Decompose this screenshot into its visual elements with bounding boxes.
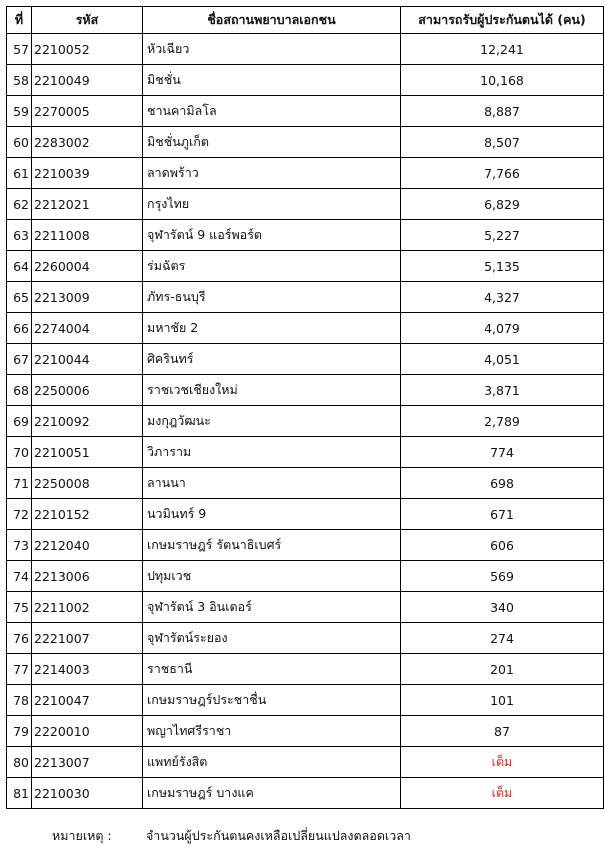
capacity-cell: 12,241 bbox=[401, 34, 604, 65]
header-code: รหัส bbox=[32, 7, 143, 34]
capacity-cell: 5,227 bbox=[401, 220, 604, 251]
hospital-code-cell: 2250008 bbox=[32, 468, 143, 499]
table-row bbox=[7, 65, 604, 96]
table-row bbox=[7, 251, 604, 282]
table-row bbox=[7, 468, 604, 499]
table-row bbox=[7, 561, 604, 592]
hospital-name-cell: ราชเวชเชียงใหม่ bbox=[143, 375, 401, 406]
hospital-name-cell: ภัทร-ธนบุรี bbox=[143, 282, 401, 313]
table-row bbox=[7, 778, 604, 809]
hospital-code-cell: 2210052 bbox=[32, 34, 143, 65]
table-row bbox=[7, 127, 604, 158]
table-row bbox=[7, 530, 604, 561]
hospital-name-cell: ปทุมเวช bbox=[143, 561, 401, 592]
hospital-code-cell: 2220010 bbox=[32, 716, 143, 747]
capacity-cell: เต็ม bbox=[401, 778, 604, 809]
hospital-name-cell: วิภาราม bbox=[143, 437, 401, 468]
hospital-name-cell: ลานนา bbox=[143, 468, 401, 499]
table-row bbox=[7, 313, 604, 344]
row-number-cell: 77 bbox=[7, 654, 32, 685]
capacity-cell: 4,327 bbox=[401, 282, 604, 313]
capacity-cell: 774 bbox=[401, 437, 604, 468]
footnote-text: จำนวนผู้ประกันตนคงเหลือเปลี่ยนแปลงตลอดเวลา bbox=[145, 828, 411, 843]
hospital-name-cell: มิชชั่น bbox=[143, 65, 401, 96]
hospital-code-cell: 2210030 bbox=[32, 778, 143, 809]
hospital-name-cell: กรุงไทย bbox=[143, 189, 401, 220]
row-number-cell: 81 bbox=[7, 778, 32, 809]
row-number-cell: 73 bbox=[7, 530, 32, 561]
hospital-name-cell: ราชธานี bbox=[143, 654, 401, 685]
hospital-name-cell: ชานคามิลโล bbox=[143, 96, 401, 127]
hospital-code-cell: 2210051 bbox=[32, 437, 143, 468]
capacity-cell: 274 bbox=[401, 623, 604, 654]
hospital-name-cell: ร่มฉัตร bbox=[143, 251, 401, 282]
hospital-code-cell: 2274004 bbox=[32, 313, 143, 344]
table-row bbox=[7, 654, 604, 685]
row-number-cell: 74 bbox=[7, 561, 32, 592]
row-number-cell: 78 bbox=[7, 685, 32, 716]
table-row bbox=[7, 34, 604, 65]
header-hospital-name: ชื่อสถานพยาบาลเอกชน bbox=[143, 7, 401, 34]
hospital-name-cell: เกษมราษฎร์ บางแค bbox=[143, 778, 401, 809]
row-number-cell: 68 bbox=[7, 375, 32, 406]
capacity-cell: 87 bbox=[401, 716, 604, 747]
capacity-cell: 4,051 bbox=[401, 344, 604, 375]
row-number-cell: 62 bbox=[7, 189, 32, 220]
table-row bbox=[7, 437, 604, 468]
hospital-name-cell: เกษมราษฎร์ประชาชื่น bbox=[143, 685, 401, 716]
hospital-code-cell: 2283002 bbox=[32, 127, 143, 158]
row-number-cell: 60 bbox=[7, 127, 32, 158]
table-row bbox=[7, 499, 604, 530]
hospital-code-cell: 2210049 bbox=[32, 65, 143, 96]
capacity-cell: 606 bbox=[401, 530, 604, 561]
table-row bbox=[7, 189, 604, 220]
table-row bbox=[7, 623, 604, 654]
hospital-name-cell: จุฬารัตน์ระยอง bbox=[143, 623, 401, 654]
hospital-code-cell: 2211002 bbox=[32, 592, 143, 623]
row-number-cell: 70 bbox=[7, 437, 32, 468]
row-number-cell: 79 bbox=[7, 716, 32, 747]
capacity-cell: 7,766 bbox=[401, 158, 604, 189]
table-row bbox=[7, 747, 604, 778]
capacity-cell: 3,871 bbox=[401, 375, 604, 406]
capacity-cell: 6,829 bbox=[401, 189, 604, 220]
hospital-name-cell: จุฬารัตน์ 9 แอร์พอร์ต bbox=[143, 220, 401, 251]
row-number-cell: 80 bbox=[7, 747, 32, 778]
table-row bbox=[7, 282, 604, 313]
hospital-code-cell: 2213007 bbox=[32, 747, 143, 778]
hospital-code-cell: 2210047 bbox=[32, 685, 143, 716]
capacity-cell: 4,079 bbox=[401, 313, 604, 344]
row-number-cell: 64 bbox=[7, 251, 32, 282]
hospital-code-cell: 2214003 bbox=[32, 654, 143, 685]
capacity-cell: 2,789 bbox=[401, 406, 604, 437]
row-number-cell: 57 bbox=[7, 34, 32, 65]
capacity-cell: 698 bbox=[401, 468, 604, 499]
hospital-code-cell: 2221007 bbox=[32, 623, 143, 654]
hospital-code-cell: 2260004 bbox=[32, 251, 143, 282]
table-row bbox=[7, 406, 604, 437]
capacity-cell: 671 bbox=[401, 499, 604, 530]
row-number-cell: 75 bbox=[7, 592, 32, 623]
hospital-code-cell: 2212021 bbox=[32, 189, 143, 220]
hospital-code-cell: 2210044 bbox=[32, 344, 143, 375]
hospital-name-cell: ลาดพร้าว bbox=[143, 158, 401, 189]
hospital-code-cell: 2210152 bbox=[32, 499, 143, 530]
row-number-cell: 59 bbox=[7, 96, 32, 127]
hospital-code-cell: 2212040 bbox=[32, 530, 143, 561]
table-row bbox=[7, 716, 604, 747]
capacity-cell: 101 bbox=[401, 685, 604, 716]
hospital-code-cell: 2213006 bbox=[32, 561, 143, 592]
table-row bbox=[7, 220, 604, 251]
row-number-cell: 66 bbox=[7, 313, 32, 344]
hospital-table bbox=[6, 6, 604, 809]
table-row bbox=[7, 592, 604, 623]
capacity-cell: 201 bbox=[401, 654, 604, 685]
hospital-name-cell: พญาไทศรีราชา bbox=[143, 716, 401, 747]
capacity-cell: 569 bbox=[401, 561, 604, 592]
table-row bbox=[7, 685, 604, 716]
hospital-name-cell: เกษมราษฎร์ รัตนาธิเบศร์ bbox=[143, 530, 401, 561]
row-number-cell: 76 bbox=[7, 623, 32, 654]
capacity-cell: 8,507 bbox=[401, 127, 604, 158]
hospital-name-cell: หัวเฉียว bbox=[143, 34, 401, 65]
table-row bbox=[7, 344, 604, 375]
table-row bbox=[7, 158, 604, 189]
header-capacity: สามารถรับผู้ประกันตนได้ (คน) bbox=[401, 7, 604, 34]
table-row bbox=[7, 96, 604, 127]
capacity-cell: 10,168 bbox=[401, 65, 604, 96]
hospital-name-cell: มหาชัย 2 bbox=[143, 313, 401, 344]
hospital-name-cell: จุฬารัตน์ 3 อินเตอร์ bbox=[143, 592, 401, 623]
hospital-code-cell: 2270005 bbox=[32, 96, 143, 127]
table-row bbox=[7, 375, 604, 406]
row-number-cell: 63 bbox=[7, 220, 32, 251]
hospital-capacity-sheet bbox=[6, 6, 604, 809]
hospital-name-cell: มิชชั่นภูเก็ต bbox=[143, 127, 401, 158]
row-number-cell: 67 bbox=[7, 344, 32, 375]
footnote bbox=[52, 826, 411, 846]
row-number-cell: 71 bbox=[7, 468, 32, 499]
row-number-cell: 58 bbox=[7, 65, 32, 96]
hospital-name-cell: นวมินทร์ 9 bbox=[143, 499, 401, 530]
row-number-cell: 65 bbox=[7, 282, 32, 313]
hospital-code-cell: 2250006 bbox=[32, 375, 143, 406]
hospital-name-cell: แพทย์รังสิต bbox=[143, 747, 401, 778]
capacity-cell: 8,887 bbox=[401, 96, 604, 127]
hospital-code-cell: 2211008 bbox=[32, 220, 143, 251]
hospital-code-cell: 2210039 bbox=[32, 158, 143, 189]
hospital-code-cell: 2213009 bbox=[32, 282, 143, 313]
hospital-name-cell: ศิครินทร์ bbox=[143, 344, 401, 375]
capacity-cell: เต็ม bbox=[401, 747, 604, 778]
hospital-code-cell: 2210092 bbox=[32, 406, 143, 437]
header-no: ที่ bbox=[7, 7, 32, 34]
capacity-cell: 5,135 bbox=[401, 251, 604, 282]
capacity-cell: 340 bbox=[401, 592, 604, 623]
table-header-row bbox=[7, 7, 604, 34]
footnote-label: หมายเหตุ : bbox=[52, 828, 112, 843]
row-number-cell: 72 bbox=[7, 499, 32, 530]
row-number-cell: 61 bbox=[7, 158, 32, 189]
hospital-name-cell: มงกุฎวัฒนะ bbox=[143, 406, 401, 437]
row-number-cell: 69 bbox=[7, 406, 32, 437]
